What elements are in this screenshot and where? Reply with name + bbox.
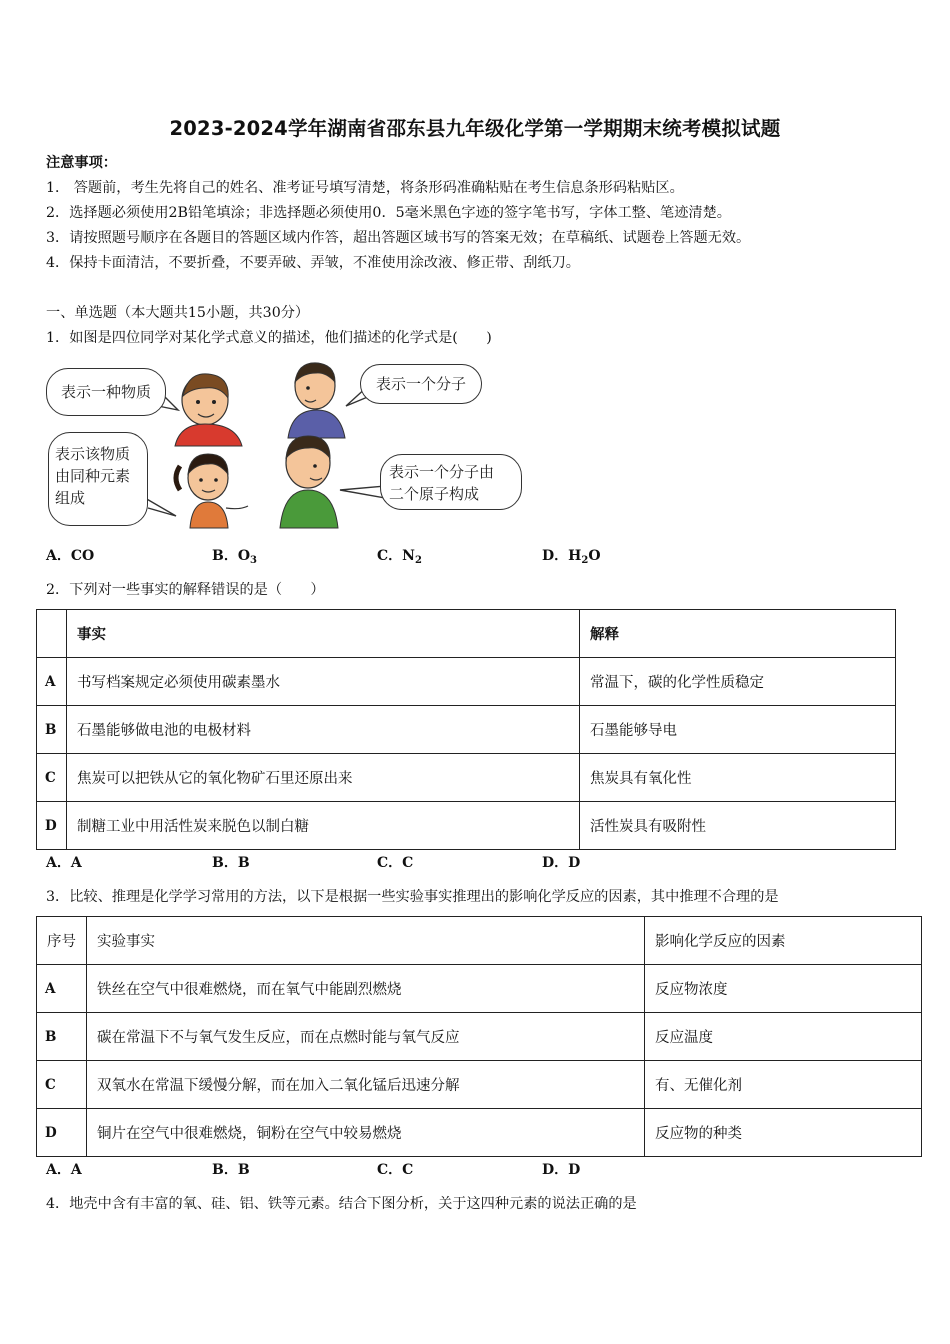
q2-row-fact: 石墨能够做电池的电极材料 [67, 706, 580, 754]
q1-stem: 1．如图是四位同学对某化学式意义的描述，他们描述的化学式是( ) [46, 330, 492, 346]
q1-option-d[interactable] [542, 545, 601, 566]
q2-row-label: B [37, 706, 67, 754]
q1-option-b-formula: O [237, 548, 251, 564]
student-2-figure [288, 363, 345, 438]
q3-option-c[interactable]: C．C [377, 1162, 414, 1178]
q1-illustration [40, 358, 540, 536]
table-row [37, 706, 896, 754]
table-row [37, 658, 896, 706]
notice-item-3: 3．请按照题号顺序在各题目的答题区域内作答，超出答题区域书写的答案无效；在草稿纸、试题卷上答题无效。 [46, 230, 751, 246]
q2-option-a[interactable]: A．A [46, 855, 82, 871]
notice-heading: 注意事项： [46, 155, 117, 171]
q2-row-fact: 书写档案规定必须使用碳素墨水 [67, 658, 580, 706]
q3-row-factor: 反应物浓度 [645, 965, 922, 1013]
bubble-1: 表示一种物质 [46, 368, 166, 416]
q1-option-d-formula-tail: O [588, 548, 601, 564]
q3-table [36, 916, 922, 1157]
q3-header-fact: 实验事实 [87, 917, 645, 965]
q3-row-fact: 铜片在空气中很难燃烧，铜粉在空气中较易燃烧 [87, 1109, 645, 1157]
bubble-4-line-1: 表示一个分子由 [389, 463, 495, 481]
q3-option-b[interactable]: B．B [212, 1162, 250, 1178]
q1-option-d-label: D． [542, 548, 569, 564]
bubble-3-line-1: 表示该物质 [55, 445, 131, 463]
q3-stem: 3．比较、推理是化学学习常用的方法，以下是根据一些实验事实推理出的影响化学反应的因素，其中推理不合理的是 [46, 889, 779, 905]
student-4-figure [280, 436, 338, 528]
q3-row-fact: 双氧水在常温下缓慢分解，而在加入二氧化锰后迅速分解 [87, 1061, 645, 1109]
bubble-4-line-2: 二个原子构成 [389, 485, 480, 503]
q2-stem: 2．下列对一些事实的解释错误的是（ ） [46, 582, 325, 598]
table-row [37, 1109, 922, 1157]
q3-row-fact: 铁丝在空气中很难燃烧，而在氧气中能剧烈燃烧 [87, 965, 645, 1013]
q2-row-label: D [37, 802, 67, 850]
q3-option-a[interactable]: A．A [46, 1162, 82, 1178]
notice-item-2: 2．选择题必须使用2B铅笔填涂；非选择题必须使用0．5毫米黑色字迹的签字笔书写，字体工整、笔迹清楚。 [46, 205, 731, 221]
q1-option-a-formula: CO [70, 548, 95, 564]
q1-option-a[interactable] [46, 545, 94, 565]
q3-row-label: C [37, 1061, 87, 1109]
q2-row-explanation: 活性炭具有吸附性 [580, 802, 896, 850]
q2-option-d[interactable]: D．D [542, 855, 581, 871]
q2-row-explanation: 焦炭具有氧化性 [580, 754, 896, 802]
q2-row-label: C [37, 754, 67, 802]
student-3-figure [176, 454, 248, 528]
q1-option-b[interactable] [212, 545, 257, 566]
q1-option-c-formula: N [402, 548, 415, 564]
q2-row-fact: 焦炭可以把铁从它的氧化物矿石里还原出来 [67, 754, 580, 802]
page-title: 2023-2024学年湖南省邵东县九年级化学第一学期期末统考模拟试题 [169, 117, 781, 140]
q3-option-d[interactable]: D．D [542, 1162, 581, 1178]
table-row [37, 1013, 922, 1061]
q2-row-fact: 制糖工业中用活性炭来脱色以制白糖 [67, 802, 580, 850]
q3-header-index: 序号 [37, 917, 87, 965]
q1-option-d-subscript: 2 [581, 555, 589, 566]
q2-option-c[interactable]: C．C [377, 855, 414, 871]
q3-row-fact: 碳在常温下不与氧气发生反应，而在点燃时能与氧气反应 [87, 1013, 645, 1061]
table-header-row [37, 610, 896, 658]
bubble-3-line-3: 组成 [55, 489, 86, 507]
q4-stem: 4．地壳中含有丰富的氧、硅、铝、铁等元素。结合下图分析，关于这四种元素的说法正确的是 [46, 1196, 637, 1212]
section-heading: 一、单选题（本大题共15小题，共30分） [46, 305, 310, 321]
q2-header-fact: 事实 [67, 610, 580, 658]
table-row [37, 1061, 922, 1109]
q3-header-factor: 影响化学反应的因素 [645, 917, 922, 965]
bubble-2: 表示一个分子 [360, 364, 482, 404]
q1-option-c[interactable] [377, 545, 422, 566]
q2-row-explanation: 常温下，碳的化学性质稳定 [580, 658, 896, 706]
table-row [37, 754, 896, 802]
q2-option-b[interactable]: B．B [212, 855, 250, 871]
q3-row-label: D [37, 1109, 87, 1157]
table-header-row [37, 917, 922, 965]
q2-header-explanation: 解释 [580, 610, 896, 658]
student-1-figure [175, 374, 242, 446]
table-row [37, 802, 896, 850]
bubble-4 [380, 454, 522, 510]
q3-row-factor: 有、无催化剂 [645, 1061, 922, 1109]
q1-option-c-label: C． [377, 548, 403, 564]
q3-row-factor: 反应物的种类 [645, 1109, 922, 1157]
q1-option-b-label: B． [212, 548, 238, 564]
q2-row-explanation: 石墨能够导电 [580, 706, 896, 754]
q1-option-c-subscript: 2 [414, 555, 422, 566]
notice-item-1: 1． 答题前，考生先将自己的姓名、准考证号填写清楚，将条形码准确粘贴在考生信息条形码粘贴区。 [46, 180, 684, 196]
q1-option-d-formula: H [568, 548, 582, 564]
q2-table [36, 609, 896, 850]
q3-row-factor: 反应温度 [645, 1013, 922, 1061]
table-row [37, 965, 922, 1013]
q3-row-label: B [37, 1013, 87, 1061]
q1-option-a-label: A． [46, 548, 71, 564]
q3-row-label: A [37, 965, 87, 1013]
q2-header-index [37, 610, 67, 658]
q2-row-label: A [37, 658, 67, 706]
notice-item-4: 4．保持卡面清洁，不要折叠，不要弄破、弄皱，不准使用涂改液、修正带、刮纸刀。 [46, 255, 580, 271]
bubble-3-line-2: 由同种元素 [55, 467, 131, 485]
bubble-3 [48, 432, 148, 526]
q1-option-b-subscript: 3 [250, 555, 258, 566]
